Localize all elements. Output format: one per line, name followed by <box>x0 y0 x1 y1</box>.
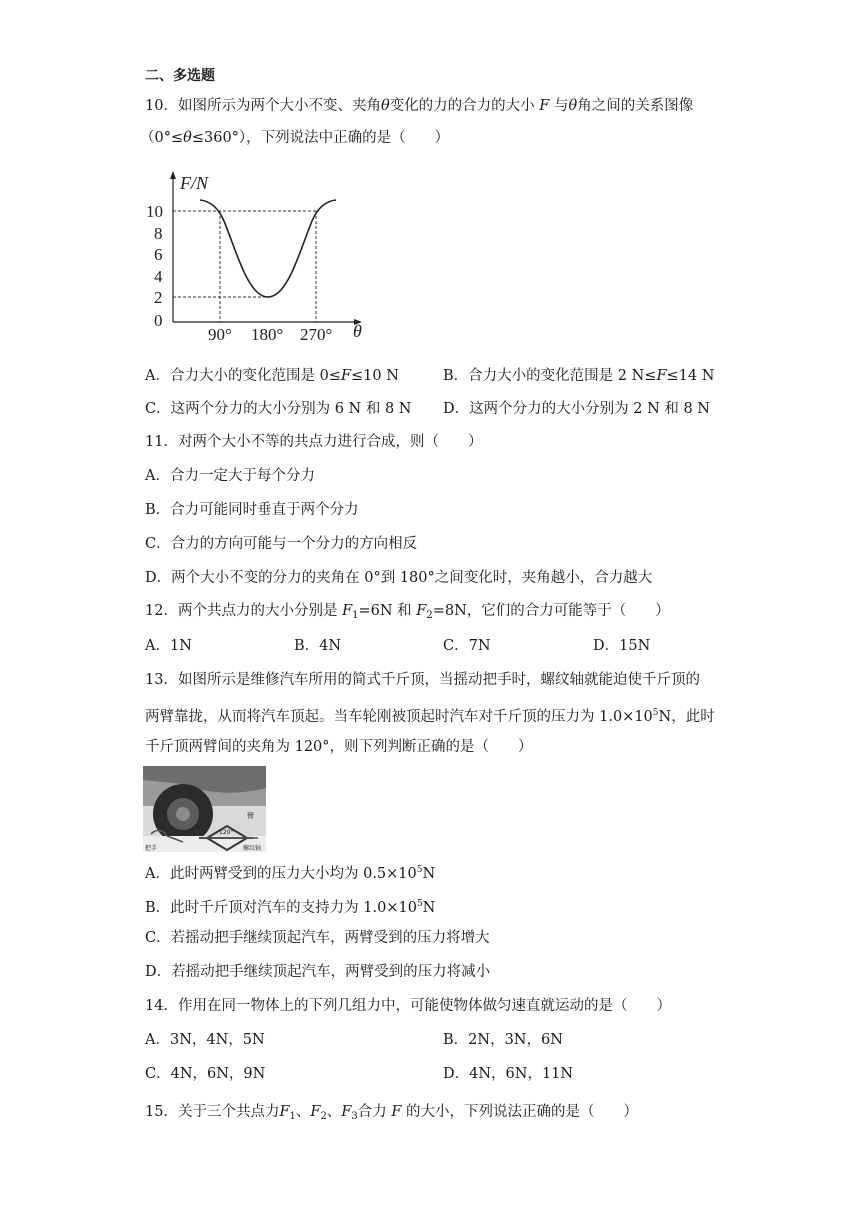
q11-option-a[interactable]: A．合力一定大于每个分力 <box>145 468 315 484</box>
y-axis-arrow <box>170 171 176 179</box>
q10-stem-line1: 10．如图所示为两个大小不变、夹角θ变化的力的合力的大小 F 与θ角之间的关系图像 <box>145 98 694 114</box>
q10-option-c[interactable]: C．这两个分力的大小分别为 6 N 和 8 N <box>145 401 412 417</box>
q13-stem-line1: 13．如图所示是维修汽车所用的简式千斤顶，当摇动把手时，螺纹轴就能迫使千斤顶的 <box>145 672 700 688</box>
q14-stem: 14．作用在同一物体上的下列几组力中，可能使物体做匀速直就运动的是（ ） <box>145 998 671 1014</box>
q10-option-b[interactable]: B．合力大小的变化范围是 2 N≤F≤14 N <box>443 368 715 384</box>
q10-option-a[interactable]: A．合力大小的变化范围是 0≤F≤10 N <box>145 368 399 384</box>
x-tick-270: 270° <box>300 325 333 344</box>
q13-option-a[interactable]: A．此时两臂受到的压力大小均为 $0.5\times 10^5N$ <box>145 865 436 882</box>
q10-stem-line2: （0°≤θ≤360°），下列说法中正确的是（ ） <box>140 130 450 146</box>
q14-option-a[interactable]: A．3N，4N，5N <box>145 1032 265 1048</box>
q13-option-d[interactable]: D．若摇动把手继续顶起汽车，两臂受到的压力将减小 <box>145 964 491 980</box>
q13-option-b[interactable]: B．此时千斤顶对汽车的支持力为 $1.0\times 10^5N$ <box>145 899 436 916</box>
q12-option-a[interactable]: A．1N <box>145 638 192 654</box>
x-axis-label: θ <box>353 321 362 341</box>
label-handle: 把手 <box>145 845 158 852</box>
y-tick-10: 10 <box>146 202 163 221</box>
y-tick-6: 6 <box>154 245 163 264</box>
q14-option-b[interactable]: B．2N，3N，6N <box>443 1032 563 1048</box>
y-tick-8: 8 <box>154 224 163 243</box>
q13-stem-line3: 千斤顶两臂间的夹角为 120°，则下列判断正确的是（ ） <box>145 739 533 755</box>
q10-option-d[interactable]: D．这两个分力的大小分别为 2 N 和 8 N <box>443 401 710 417</box>
section-heading: 二、多选题 <box>145 68 215 84</box>
y-axis-label: F/N <box>180 173 209 193</box>
x-tick-180: 180° <box>251 325 284 344</box>
y-tick-0: 0 <box>154 311 163 330</box>
q13-stem-line2: 两臂靠拢，从而将汽车顶起。当车轮刚被顶起时汽车对千斤顶的压力为 $1.0\times 10^5N$，此时 <box>145 708 715 725</box>
q11-option-b[interactable]: B．合力可能同时垂直于两个分力 <box>145 502 359 518</box>
q15-stem: 15．关于三个共点力$F_1$、$F_2$、$F_3$合力 F 的大小，下列说法正确的是（ ） <box>145 1104 639 1122</box>
q11-option-d[interactable]: D．两个大小不变的分力的夹角在 0°到 180°之间变化时，夹角越小，合力越大 <box>145 570 653 586</box>
label-angle: 120° <box>219 829 234 836</box>
label-screw: 螺纹轴 <box>243 845 262 852</box>
car-jack-photo <box>143 766 266 852</box>
q12-option-d[interactable]: D．15N <box>593 638 651 654</box>
q12-stem: 12．两个共点力的大小分别是 $F_1=6N$ 和 $F_2=8N$，它们的合力可能等于（ ） <box>145 603 670 621</box>
q12-option-b[interactable]: B．4N <box>294 638 342 654</box>
x-tick-90: 90° <box>208 325 232 344</box>
q12-option-c[interactable]: C．7N <box>443 638 491 654</box>
y-tick-2: 2 <box>154 288 163 307</box>
q14-option-c[interactable]: C．4N，6N，9N <box>145 1066 266 1082</box>
q11-option-c[interactable]: C．合力的方向可能与一个分力的方向相反 <box>145 536 418 552</box>
q13-option-c[interactable]: C．若摇动把手继续顶起汽车，两臂受到的压力将增大 <box>145 930 490 946</box>
y-tick-4: 4 <box>154 267 163 286</box>
force-angle-graph <box>140 165 370 345</box>
q11-stem: 11．对两个大小不等的共点力进行合成，则（ ） <box>145 434 483 450</box>
label-arm: 臂 <box>247 812 254 820</box>
q14-option-d[interactable]: D．4N，6N，11N <box>443 1066 574 1082</box>
